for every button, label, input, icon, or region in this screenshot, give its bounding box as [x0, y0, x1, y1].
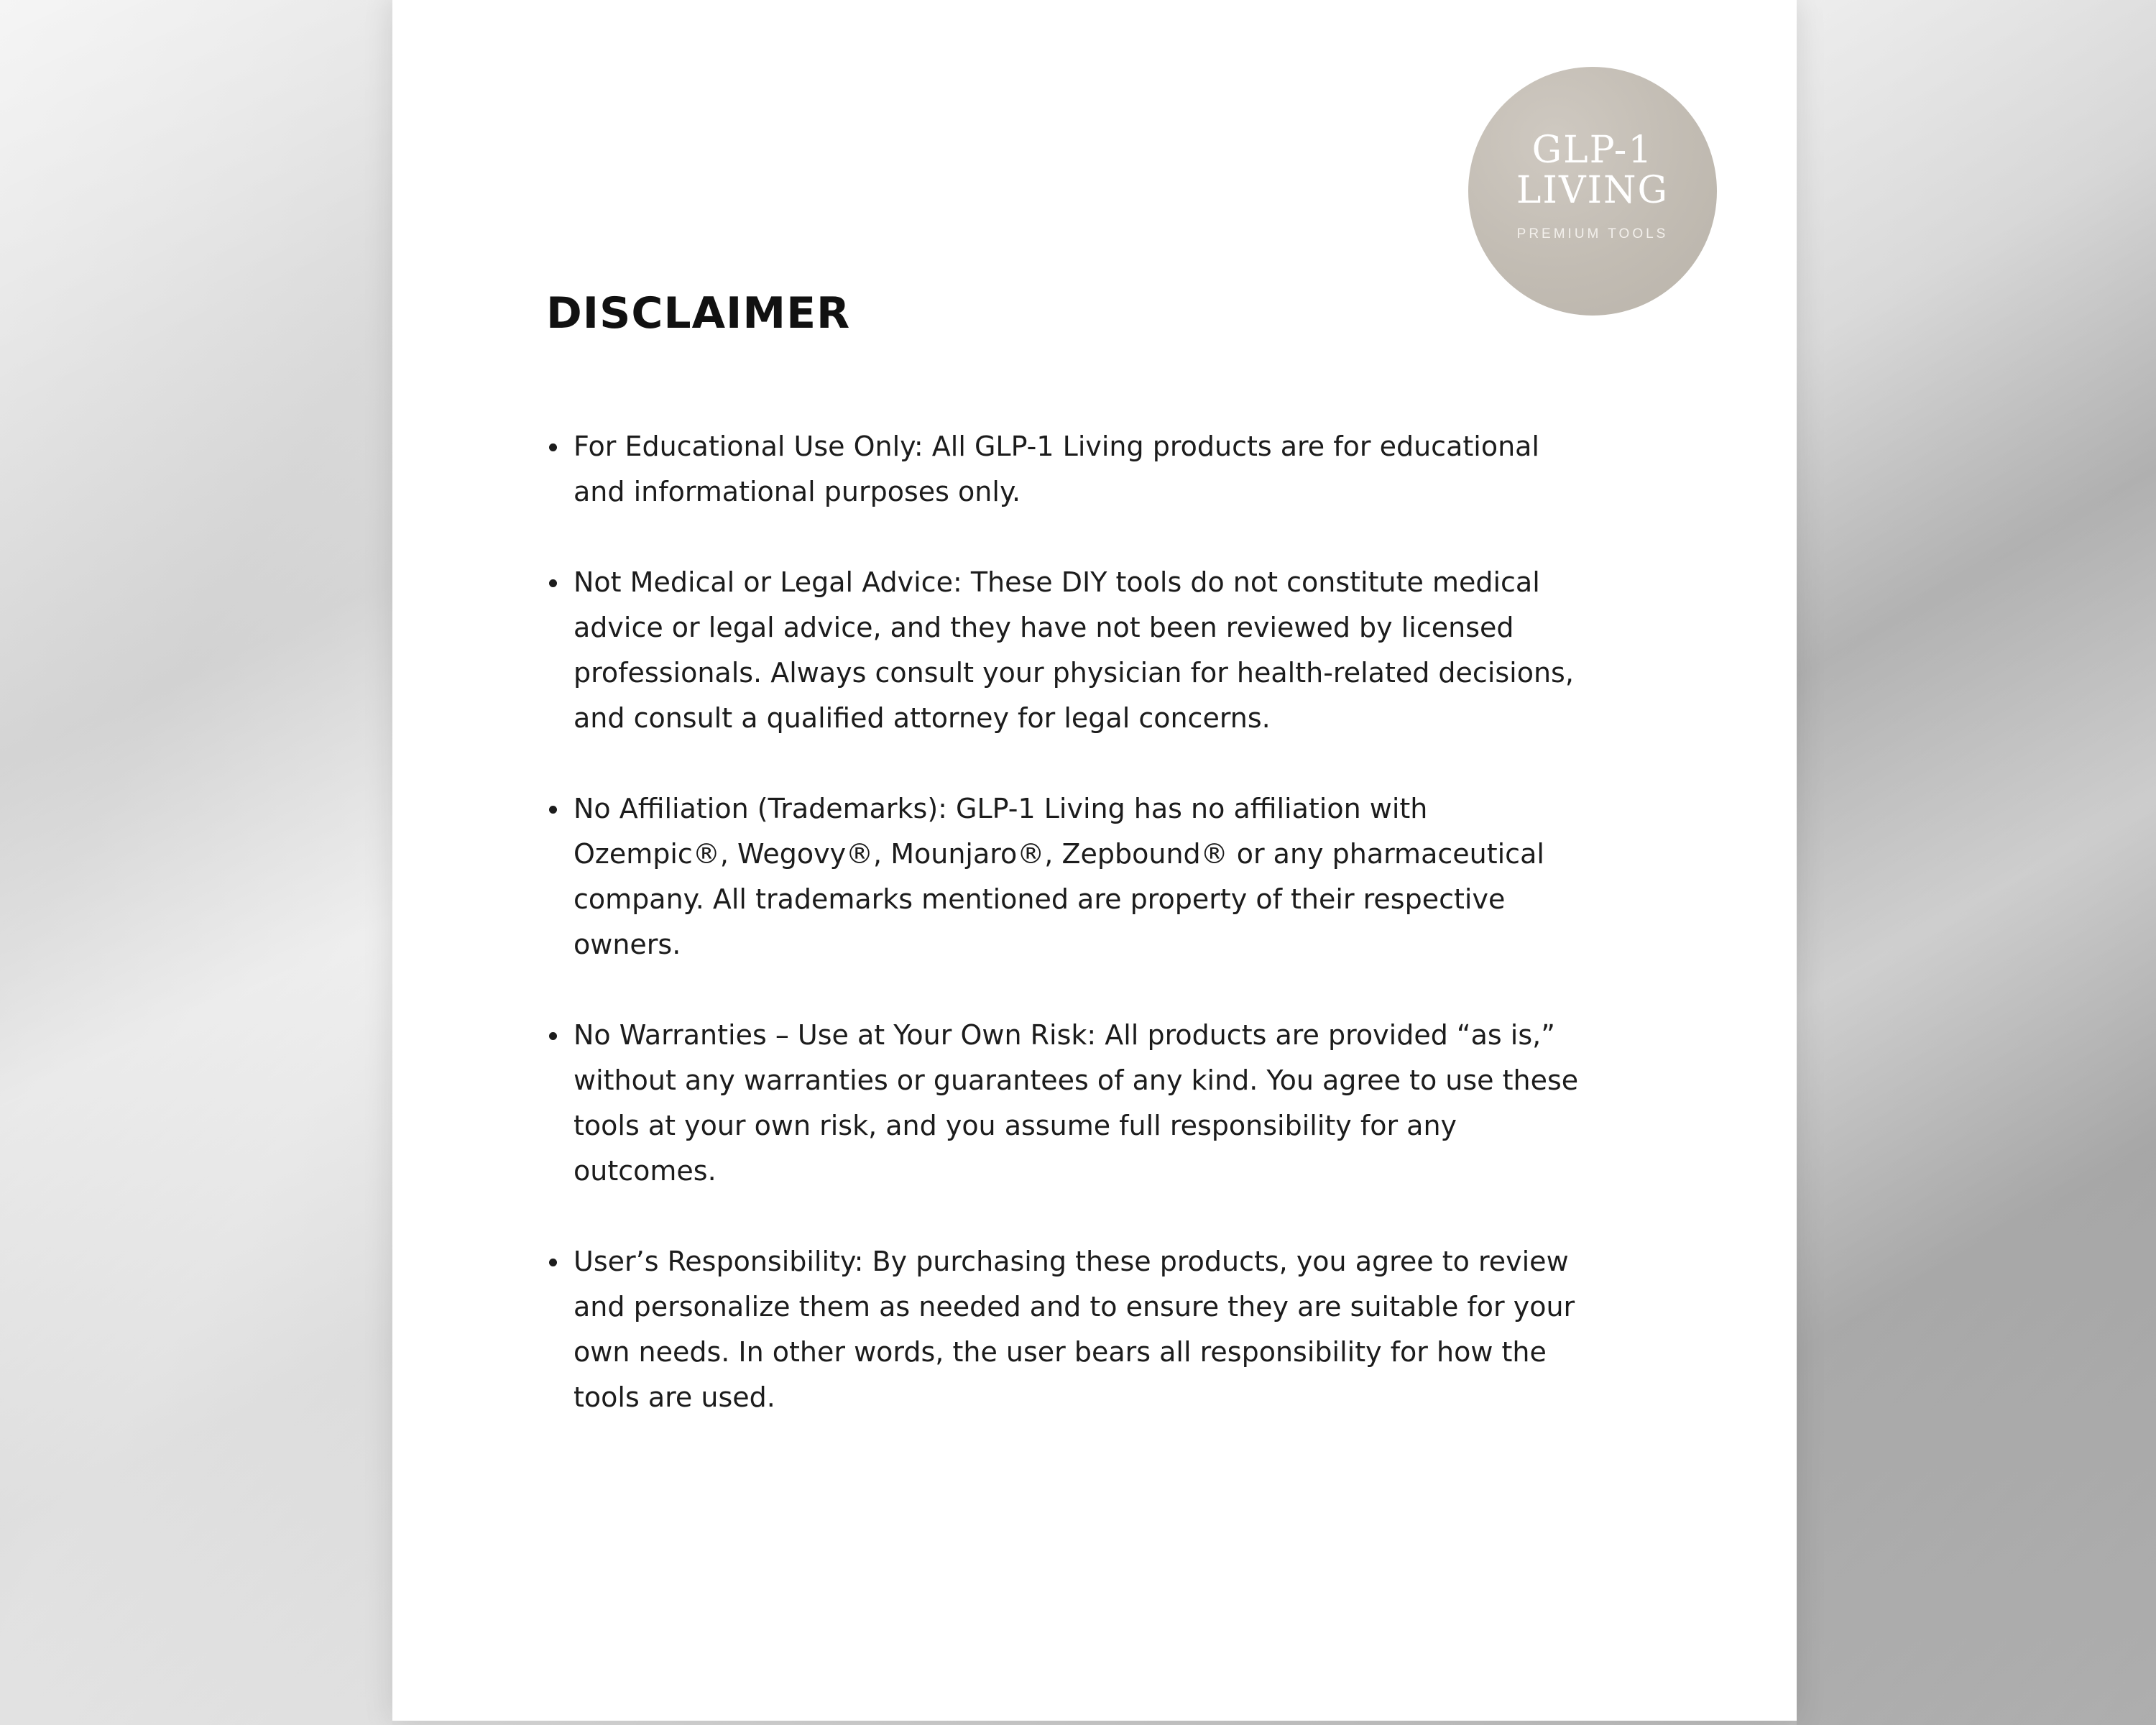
disclaimer-item-educational — [546, 424, 1581, 515]
disclaimer-text: For Educational Use Only: All GLP-1 Living products are for educational and informational purposes only. — [573, 431, 1539, 507]
brand-logo-badge — [1468, 67, 1717, 316]
disclaimer-item-not-advice — [546, 560, 1581, 741]
background-right — [1797, 0, 2156, 1725]
disclaimer-text: No Warranties – Use at Your Own Risk: All products are provided “as is,” without any warranties or guarantees of any kind. You agree to use these tools at your own risk, and you assume full responsibility for any outcomes. — [573, 1019, 1579, 1187]
disclaimer-item-no-affiliation — [546, 786, 1581, 967]
document-page — [392, 0, 1797, 1721]
disclaimer-text: No Affiliation (Trademarks): GLP-1 Living has no affiliation with Ozempic®, Wegovy®, Mounjaro®, Zepbound® or any pharmaceutical company. All trademarks mentioned are property of their respective owners. — [573, 793, 1544, 960]
bullet-icon — [549, 1032, 557, 1040]
disclaimer-item-user-responsibility — [546, 1239, 1581, 1420]
page-title: DISCLAIMER — [546, 288, 851, 339]
disclaimer-list — [546, 424, 1581, 1466]
brand-logo-title: GLP-1 LIVING — [1516, 129, 1669, 212]
disclaimer-text: Not Medical or Legal Advice: These DIY tools do not constitute medical advice or legal advice, and they have not been reviewed by licensed professionals. Always consult your physician for health-related decisions, and consult a qualified attorney for legal concerns. — [573, 566, 1574, 734]
disclaimer-item-no-warranties — [546, 1013, 1581, 1194]
bullet-icon — [549, 1259, 557, 1266]
bullet-icon — [549, 443, 557, 451]
bullet-icon — [549, 806, 557, 814]
bullet-icon — [549, 579, 557, 587]
background-left — [0, 0, 392, 1725]
disclaimer-text: User’s Responsibility: By purchasing these products, you agree to review and personalize them as needed and to ensure they are suitable for your own needs. In other words, the user bears all responsibility for how the tools are used. — [573, 1246, 1575, 1413]
brand-logo-subtitle: PREMIUM TOOLS — [1516, 226, 1669, 242]
